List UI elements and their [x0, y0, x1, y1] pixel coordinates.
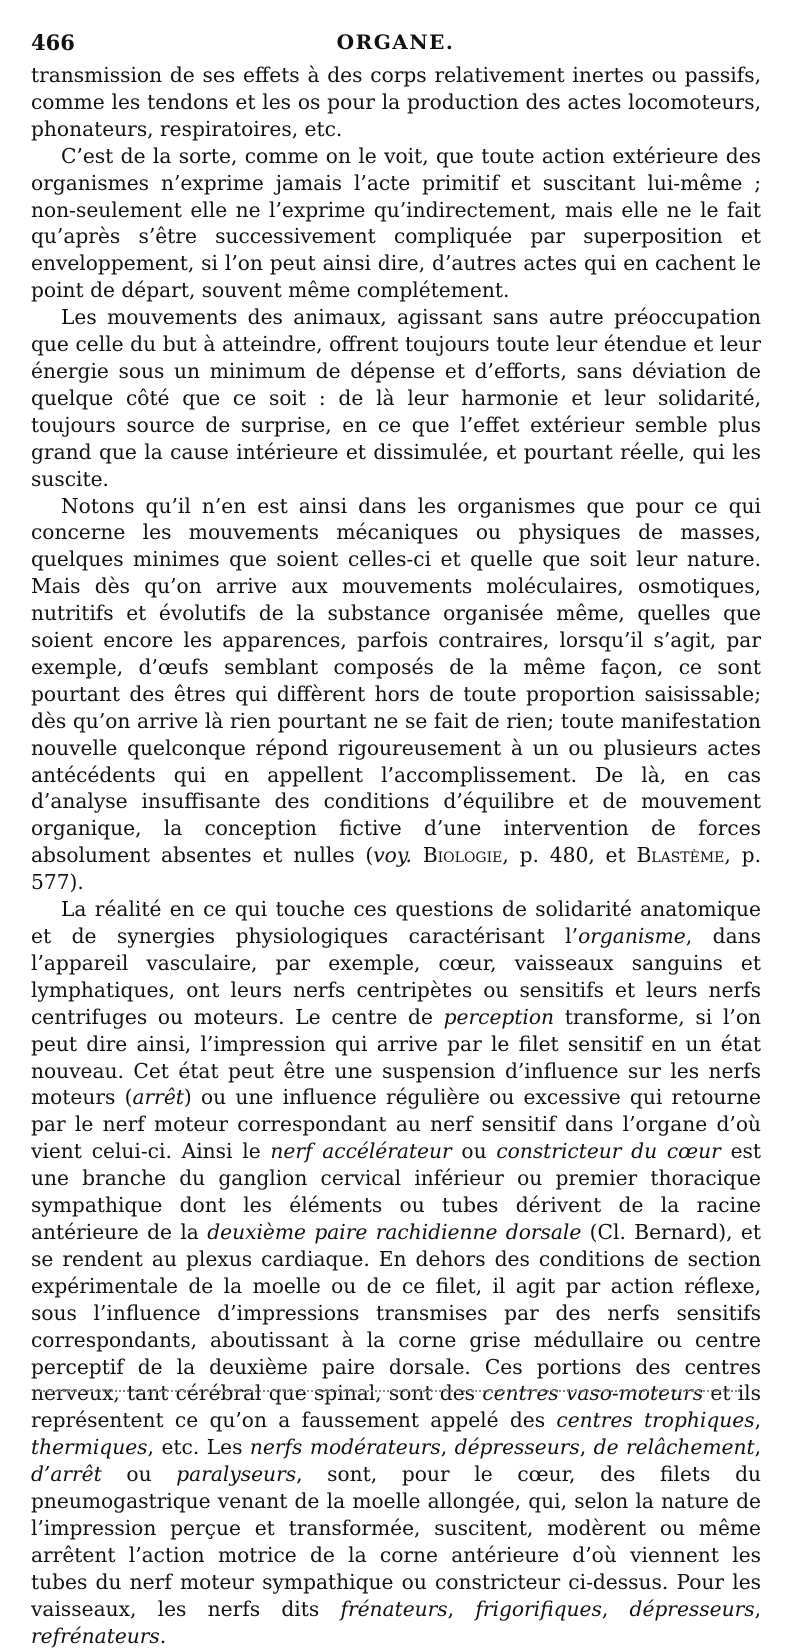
text-run: , — [440, 1435, 455, 1460]
italic-text: perception — [443, 1004, 555, 1029]
running-title: ORGANE. — [336, 30, 455, 54]
small-caps-text: Biologie — [422, 843, 503, 868]
text-run: transforme, si l’on peut dire ainsi, l’impression qui arrive par le filet sensitif en un état nouveau. Cet état peut être une suspension d’influence sur les nerfs moteurs ( — [31, 1004, 761, 1110]
text-run: transmission de ses effets à des corps relativement inertes ou passifs, comme les tendons et les os pour la production des actes locomoteurs, phonateurs, respiratoires, etc. — [31, 63, 761, 141]
text-run: ou — [451, 1139, 497, 1164]
italic-text: refrénateurs — [31, 1623, 160, 1648]
italic-text: deuxième paire rachidienne dorsale — [207, 1219, 582, 1244]
text-run: Notons qu’il n’en est ainsi dans les organismes que pour ce qui concerne les mouvements mécaniques ou physiques de masses, quelques minimes que soient celles-ci et quelle que soit leur nature. Mais dès qu’on arrive aux mouvements moléculaires, osmotiques, nutritifs et évolutifs de la substance organisée même, quelles que soient encore les apparences, parfois contraires, lorsqu’il s’agit, par exemple, d’œufs semblant composés de la même façon, ce sont pourtant des êtres qui diffèrent hors de toute proportion saisissable; dès qu’on arrive là rien pourtant ne se fait de rien; toute manifestation nouvelle quelconque répond rigoureusement à un ou plusieurs actes antécédents qui en appellent l’accomplissement. De là, en cas d’analyse insuffisante des conditions d’équilibre et de mouvement organique, la conception fictive d’une intervention de forces absolument absentes et nulles ( — [31, 493, 761, 868]
text-run: , sont, pour le cœur, des filets du pneumogastrique venant de la moelle allongée, qui, selon la nature de l’impression perçue et transformée, suscitent, modèrent ou même arrêtent l’action motrice de la corne antérieure d’où viennent les tubes du nerf moteur sympathique ou constricteur ci-dessus. Pour les vaisseaux, les nerfs dits — [31, 1462, 761, 1621]
italic-text: dépresseurs — [629, 1596, 755, 1621]
italic-text: nerfs modérateurs — [249, 1435, 441, 1460]
text-run: C’est de la sorte, comme on le voit, que toute action extérieure des organismes n’exprime jamais l’acte primitif et suscitant lui-même ; non-seulement elle ne l’exprime qu’indirectement, mais elle ne le fait qu’après s’être successivement compliquée par superposition et enveloppement, si l’on peut ainsi dire, d’autres actes qui en cachent le point de départ, souvent même complétement. — [31, 143, 761, 303]
text-run: , p. 577). — [31, 843, 761, 895]
italic-text: thermiques — [31, 1435, 148, 1460]
page-header — [31, 30, 760, 60]
paragraph — [31, 493, 761, 897]
paragraph — [31, 896, 761, 1649]
body-text — [31, 62, 761, 1649]
text-run: . — [159, 1623, 167, 1648]
page-number: 466 — [31, 30, 75, 55]
italic-text: nerf accélérateur — [270, 1139, 452, 1164]
italic-text: organisme — [578, 924, 686, 948]
text-run: (Cl. Bernard), et se rendent au plexus cardiaque. En dehors des conditions de section expérimentale de la moelle ou de ce filet, il agit par action réflexe, sous l’influence d’impressions transmises par des nerfs sensitifs correspondants, aboutissant à la corne grise médullaire ou centre perceptif de la deuxième paire dorsale. Ces portions des centres nerveux, tant cérébral que spinal, sont des — [31, 1219, 761, 1406]
text-run: La réalité en ce qui touche ces questions de solidarité anatomique et de synergies physiologiques caractérisant l’ — [31, 897, 761, 948]
paragraph — [31, 143, 761, 304]
italic-text: frigorifiques — [475, 1596, 602, 1621]
italic-text: dépresseurs — [454, 1435, 580, 1460]
text-run: ou — [101, 1462, 177, 1487]
italic-text: voy. — [373, 843, 412, 868]
text-run: , — [754, 1408, 761, 1433]
text-run — [412, 843, 423, 867]
italic-text: centres trophiques — [556, 1408, 755, 1433]
text-run: et ils représentent ce qu’on a faussement appelé des — [31, 1381, 762, 1433]
text-run: est une branche du ganglion cervical inférieur ou premier thoracique sympathique dont les éléments ou tubes dérivent de la racine antérieure de la — [31, 1139, 761, 1244]
text-run: Les mouvements des animaux, agissant sans autre préoccupation que celle du but à atteindre, offrent toujours toute leur étendue et leur énergie sous un minimum de dépense et d’efforts, sans déviation de quelque côté que ce soit : de là leur harmonie et leur solidarité, toujours source de surprise, en ce que l’effet extérieur semble plus grand que la cause intérieure et dissimulée, et pourtant réelle, qui les suscite. — [31, 305, 761, 491]
footer-rule — [40, 1390, 740, 1392]
italic-text: centres vaso-moteurs — [482, 1381, 704, 1406]
italic-text: frénateurs — [340, 1596, 448, 1621]
text-run: ) ou une influence régulière ou excessive qui retourne par le nerf moteur correspondant au nerf sensitif dans l’organe d’où vient celui-ci. Ainsi le — [31, 1085, 761, 1164]
italic-text: de relâchement — [593, 1435, 755, 1460]
italic-text: arrêt — [132, 1085, 184, 1110]
italic-text: constricteur du cœur — [496, 1139, 721, 1164]
text-run: , p. 480, et — [502, 843, 637, 868]
text-run: , dans l’appareil vasculaire, par exemple, cœur, vaisseaux sanguins et lymphatiques, ont leurs nerfs centripètes ou sensitifs et leurs nerfs centrifuges ou moteurs. Le centre de — [31, 924, 762, 1029]
text-run: , — [447, 1596, 476, 1621]
text-run: , — [754, 1435, 761, 1460]
paragraph — [31, 62, 761, 143]
text-run: , — [754, 1596, 762, 1621]
text-run: , etc. Les — [147, 1435, 250, 1460]
paragraph — [31, 304, 761, 492]
italic-text: paralyseurs — [176, 1462, 297, 1487]
italic-text: d’arrêt — [31, 1462, 102, 1487]
text-run: , — [601, 1596, 630, 1621]
small-caps-text: Blastème — [636, 843, 725, 868]
text-run: , — [579, 1435, 594, 1460]
